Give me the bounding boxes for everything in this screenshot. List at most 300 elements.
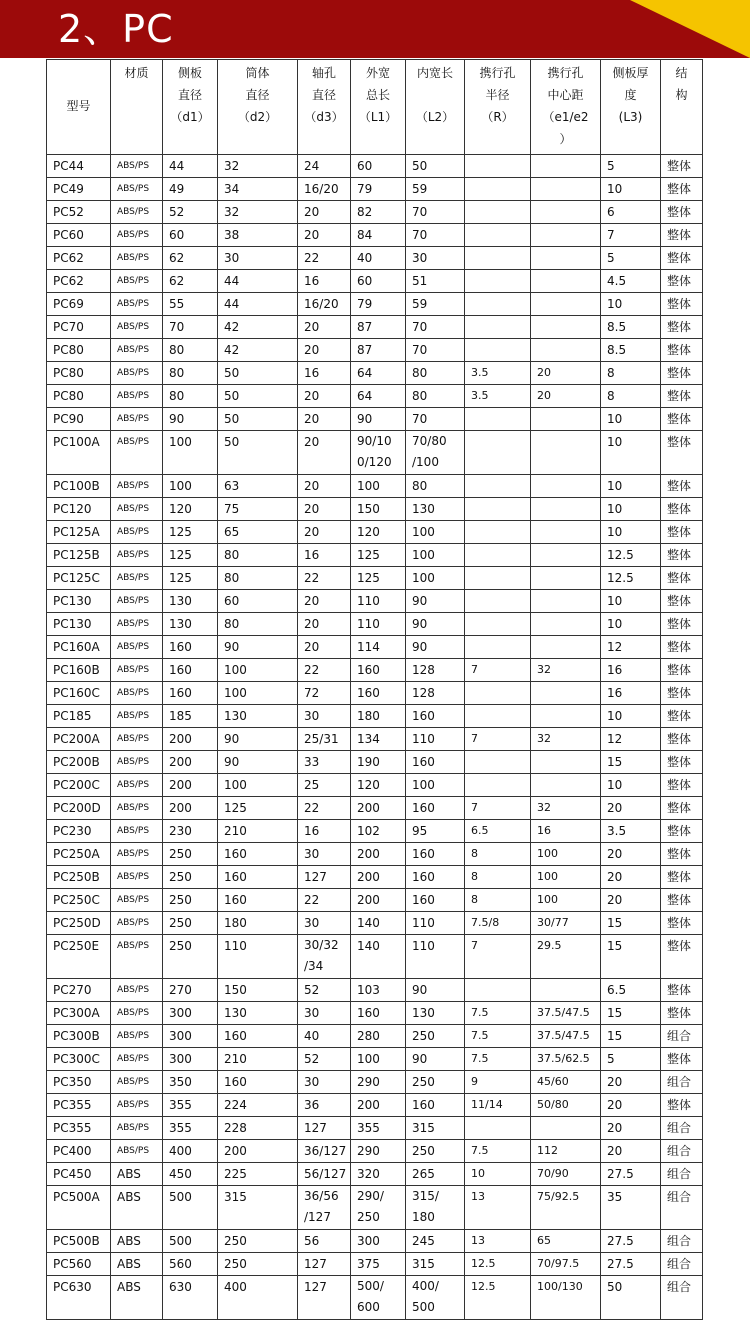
cell-inner-width-length: 80 <box>406 475 465 498</box>
cell-inner-width-length: 51 <box>406 270 465 293</box>
cell-shaft-hole-diameter: 30/32 /34 <box>298 935 351 979</box>
cell-outer-width-length: 290/ 250 <box>351 1186 406 1230</box>
cell-structure: 整体 <box>661 567 703 590</box>
cell-drum-diameter: 250 <box>218 1230 298 1253</box>
cell-side-plate-thickness: 15 <box>601 751 661 774</box>
cell-outer-width-length: 190 <box>351 751 406 774</box>
cell-drum-diameter: 32 <box>218 201 298 224</box>
cell-outer-width-length: 500/ 600 <box>351 1276 406 1320</box>
cell-carry-hole-radius <box>465 544 531 567</box>
cell-carry-hole-spacing: 32 <box>531 728 601 751</box>
cell-shaft-hole-diameter: 16/20 <box>298 293 351 316</box>
cell-drum-diameter: 130 <box>218 705 298 728</box>
cell-carry-hole-spacing <box>531 636 601 659</box>
table-row <box>47 1094 703 1117</box>
cell-side-plate-thickness: 5 <box>601 1048 661 1071</box>
cell-model: PC250B <box>47 866 111 889</box>
cell-side-plate-diameter: 630 <box>163 1276 218 1320</box>
cell-inner-width-length: 160 <box>406 1094 465 1117</box>
cell-outer-width-length: 79 <box>351 293 406 316</box>
header-line: 筒体 <box>245 66 270 80</box>
table-row <box>47 155 703 178</box>
cell-carry-hole-spacing: 100 <box>531 889 601 912</box>
table-row <box>47 613 703 636</box>
cell-side-plate-diameter: 55 <box>163 293 218 316</box>
cell-carry-hole-radius: 13 <box>465 1186 531 1230</box>
cell-carry-hole-radius <box>465 682 531 705</box>
cell-side-plate-diameter: 44 <box>163 155 218 178</box>
header-inner-width-length <box>406 60 465 155</box>
cell-inner-width-length: 100 <box>406 774 465 797</box>
cell-outer-width-length: 150 <box>351 498 406 521</box>
cell-carry-hole-spacing <box>531 247 601 270</box>
table-row <box>47 362 703 385</box>
header-line: ） <box>559 132 572 146</box>
cell-side-plate-diameter: 250 <box>163 866 218 889</box>
cell-drum-diameter: 34 <box>218 178 298 201</box>
cell-material: ABS <box>111 1186 163 1230</box>
cell-side-plate-diameter: 70 <box>163 316 218 339</box>
cell-side-plate-thickness: 5 <box>601 155 661 178</box>
cell-shaft-hole-diameter: 24 <box>298 155 351 178</box>
header-line: 直径 <box>245 88 270 102</box>
cell-structure: 整体 <box>661 820 703 843</box>
cell-side-plate-thickness: 4.5 <box>601 270 661 293</box>
cell-inner-width-length: 70 <box>406 408 465 431</box>
cell-model: PC500B <box>47 1230 111 1253</box>
cell-side-plate-thickness: 6.5 <box>601 979 661 1002</box>
table-row <box>47 201 703 224</box>
cell-structure: 整体 <box>661 682 703 705</box>
cell-inner-width-length: 59 <box>406 178 465 201</box>
cell-drum-diameter: 44 <box>218 270 298 293</box>
cell-carry-hole-spacing: 65 <box>531 1230 601 1253</box>
cell-side-plate-diameter: 200 <box>163 797 218 820</box>
cell-material: ABS/PS <box>111 544 163 567</box>
cell-material: ABS/PS <box>111 1094 163 1117</box>
cell-shaft-hole-diameter: 127 <box>298 1276 351 1320</box>
cell-structure: 组合 <box>661 1071 703 1094</box>
cell-side-plate-diameter: 200 <box>163 774 218 797</box>
cell-side-plate-diameter: 62 <box>163 247 218 270</box>
cell-outer-width-length: 160 <box>351 659 406 682</box>
cell-drum-diameter: 32 <box>218 155 298 178</box>
cell-carry-hole-radius <box>465 590 531 613</box>
cell-model: PC160B <box>47 659 111 682</box>
cell-model: PC80 <box>47 385 111 408</box>
cell-model: PC185 <box>47 705 111 728</box>
cell-structure: 整体 <box>661 362 703 385</box>
cell-carry-hole-spacing: 37.5/62.5 <box>531 1048 601 1071</box>
cell-material: ABS/PS <box>111 270 163 293</box>
cell-structure: 组合 <box>661 1230 703 1253</box>
cell-material: ABS <box>111 1230 163 1253</box>
cell-carry-hole-radius <box>465 521 531 544</box>
cell-shaft-hole-diameter: 20 <box>298 316 351 339</box>
cell-carry-hole-radius: 10 <box>465 1163 531 1186</box>
cell-side-plate-thickness: 20 <box>601 1117 661 1140</box>
cell-carry-hole-spacing: 29.5 <box>531 935 601 979</box>
cell-carry-hole-spacing <box>531 751 601 774</box>
header-structure <box>661 60 703 155</box>
cell-inner-width-length: 160 <box>406 866 465 889</box>
cell-model: PC230 <box>47 820 111 843</box>
title-banner <box>0 0 750 58</box>
cell-material: ABS/PS <box>111 408 163 431</box>
cell-carry-hole-spacing <box>531 705 601 728</box>
cell-carry-hole-spacing: 70/90 <box>531 1163 601 1186</box>
cell-carry-hole-radius: 3.5 <box>465 385 531 408</box>
cell-drum-diameter: 90 <box>218 751 298 774</box>
cell-shaft-hole-diameter: 36/127 <box>298 1140 351 1163</box>
cell-shaft-hole-diameter: 20 <box>298 431 351 475</box>
cell-material: ABS/PS <box>111 339 163 362</box>
cell-carry-hole-radius: 8 <box>465 843 531 866</box>
header-line: (L3) <box>618 110 643 124</box>
table-row <box>47 590 703 613</box>
cell-carry-hole-spacing: 16 <box>531 820 601 843</box>
cell-shaft-hole-diameter: 16 <box>298 820 351 843</box>
cell-inner-width-length: 95 <box>406 820 465 843</box>
cell-drum-diameter: 210 <box>218 820 298 843</box>
cell-inner-width-length: 315 <box>406 1253 465 1276</box>
table-row <box>47 178 703 201</box>
cell-side-plate-diameter: 270 <box>163 979 218 1002</box>
cell-structure: 整体 <box>661 636 703 659</box>
cell-outer-width-length: 60 <box>351 270 406 293</box>
cell-structure: 整体 <box>661 705 703 728</box>
cell-side-plate-thickness: 16 <box>601 659 661 682</box>
cell-model: PC350 <box>47 1071 111 1094</box>
cell-carry-hole-spacing <box>531 155 601 178</box>
banner-title: 2、PC <box>58 7 174 51</box>
table-row <box>47 247 703 270</box>
cell-inner-width-length: 128 <box>406 659 465 682</box>
cell-shaft-hole-diameter: 22 <box>298 567 351 590</box>
cell-side-plate-diameter: 185 <box>163 705 218 728</box>
cell-side-plate-thickness: 10 <box>601 590 661 613</box>
cell-material: ABS/PS <box>111 1071 163 1094</box>
cell-inner-width-length: 70 <box>406 224 465 247</box>
cell-model: PC200D <box>47 797 111 820</box>
cell-drum-diameter: 42 <box>218 316 298 339</box>
cell-carry-hole-spacing: 100 <box>531 866 601 889</box>
cell-side-plate-diameter: 160 <box>163 659 218 682</box>
cell-inner-width-length: 160 <box>406 705 465 728</box>
cell-carry-hole-spacing <box>531 339 601 362</box>
cell-side-plate-thickness: 8.5 <box>601 316 661 339</box>
cell-carry-hole-spacing: 20 <box>531 362 601 385</box>
cell-drum-diameter: 50 <box>218 408 298 431</box>
cell-drum-diameter: 210 <box>218 1048 298 1071</box>
table-row <box>47 1002 703 1025</box>
table-row <box>47 270 703 293</box>
cell-shaft-hole-diameter: 40 <box>298 1025 351 1048</box>
cell-carry-hole-spacing: 70/97.5 <box>531 1253 601 1276</box>
cell-carry-hole-spacing <box>531 178 601 201</box>
cell-inner-width-length: 59 <box>406 293 465 316</box>
cell-model: PC500A <box>47 1186 111 1230</box>
cell-structure: 整体 <box>661 270 703 293</box>
cell-side-plate-diameter: 230 <box>163 820 218 843</box>
cell-model: PC300C <box>47 1048 111 1071</box>
cell-side-plate-thickness: 10 <box>601 431 661 475</box>
cell-drum-diameter: 80 <box>218 613 298 636</box>
cell-shaft-hole-diameter: 30 <box>298 1071 351 1094</box>
cell-structure: 整体 <box>661 889 703 912</box>
cell-inner-width-length: 90 <box>406 613 465 636</box>
cell-side-plate-diameter: 400 <box>163 1140 218 1163</box>
cell-carry-hole-spacing <box>531 408 601 431</box>
header-line: （R） <box>481 110 514 124</box>
cell-side-plate-diameter: 250 <box>163 935 218 979</box>
header-line: 轴孔 <box>311 66 336 80</box>
cell-material: ABS/PS <box>111 843 163 866</box>
cell-material: ABS/PS <box>111 935 163 979</box>
header-line: （e1/e2 <box>542 110 589 124</box>
cell-carry-hole-spacing: 30/77 <box>531 912 601 935</box>
header-model <box>47 60 111 155</box>
cell-outer-width-length: 64 <box>351 385 406 408</box>
cell-side-plate-thickness: 27.5 <box>601 1253 661 1276</box>
cell-shaft-hole-diameter: 25 <box>298 774 351 797</box>
cell-carry-hole-radius <box>465 339 531 362</box>
cell-carry-hole-radius <box>465 178 531 201</box>
cell-side-plate-thickness: 10 <box>601 498 661 521</box>
cell-material: ABS/PS <box>111 293 163 316</box>
cell-shaft-hole-diameter: 30 <box>298 912 351 935</box>
header-line: 中心距 <box>547 88 584 102</box>
cell-outer-width-length: 114 <box>351 636 406 659</box>
cell-side-plate-thickness: 15 <box>601 912 661 935</box>
cell-drum-diameter: 100 <box>218 682 298 705</box>
cell-material: ABS/PS <box>111 385 163 408</box>
cell-shaft-hole-diameter: 25/31 <box>298 728 351 751</box>
cell-drum-diameter: 400 <box>218 1276 298 1320</box>
cell-outer-width-length: 110 <box>351 590 406 613</box>
cell-model: PC200A <box>47 728 111 751</box>
cell-structure: 整体 <box>661 498 703 521</box>
cell-carry-hole-spacing: 32 <box>531 659 601 682</box>
cell-shaft-hole-diameter: 20 <box>298 385 351 408</box>
cell-carry-hole-spacing <box>531 613 601 636</box>
cell-material: ABS/PS <box>111 613 163 636</box>
cell-outer-width-length: 200 <box>351 843 406 866</box>
cell-model: PC160A <box>47 636 111 659</box>
cell-structure: 整体 <box>661 659 703 682</box>
cell-inner-width-length: 250 <box>406 1140 465 1163</box>
cell-structure: 组合 <box>661 1253 703 1276</box>
cell-side-plate-thickness: 8 <box>601 385 661 408</box>
cell-material: ABS/PS <box>111 1025 163 1048</box>
cell-drum-diameter: 228 <box>218 1117 298 1140</box>
cell-material: ABS/PS <box>111 682 163 705</box>
cell-drum-diameter: 63 <box>218 475 298 498</box>
cell-side-plate-thickness: 3.5 <box>601 820 661 843</box>
cell-shaft-hole-diameter: 20 <box>298 201 351 224</box>
cell-model: PC130 <box>47 613 111 636</box>
cell-model: PC62 <box>47 247 111 270</box>
table-row <box>47 224 703 247</box>
cell-side-plate-thickness: 10 <box>601 178 661 201</box>
cell-drum-diameter: 160 <box>218 1025 298 1048</box>
cell-inner-width-length: 250 <box>406 1025 465 1048</box>
cell-drum-diameter: 30 <box>218 247 298 270</box>
cell-side-plate-diameter: 120 <box>163 498 218 521</box>
cell-carry-hole-spacing: 37.5/47.5 <box>531 1025 601 1048</box>
cell-shaft-hole-diameter: 16 <box>298 270 351 293</box>
cell-side-plate-thickness: 20 <box>601 843 661 866</box>
cell-carry-hole-spacing: 100 <box>531 843 601 866</box>
cell-model: PC355 <box>47 1094 111 1117</box>
cell-shaft-hole-diameter: 22 <box>298 247 351 270</box>
cell-side-plate-diameter: 49 <box>163 178 218 201</box>
table-row <box>47 912 703 935</box>
cell-structure: 整体 <box>661 979 703 1002</box>
cell-inner-width-length: 160 <box>406 797 465 820</box>
cell-drum-diameter: 150 <box>218 979 298 1002</box>
cell-carry-hole-spacing <box>531 316 601 339</box>
cell-material: ABS/PS <box>111 178 163 201</box>
cell-inner-width-length: 90 <box>406 1048 465 1071</box>
cell-drum-diameter: 50 <box>218 431 298 475</box>
cell-inner-width-length: 50 <box>406 155 465 178</box>
table-row <box>47 1163 703 1186</box>
header-carry-hole-radius <box>465 60 531 155</box>
cell-structure: 整体 <box>661 385 703 408</box>
cell-model: PC300A <box>47 1002 111 1025</box>
cell-material: ABS/PS <box>111 705 163 728</box>
cell-shaft-hole-diameter: 20 <box>298 339 351 362</box>
table-row <box>47 1276 703 1320</box>
cell-side-plate-thickness: 8.5 <box>601 339 661 362</box>
header-line: 材质 <box>124 66 149 80</box>
cell-shaft-hole-diameter: 20 <box>298 613 351 636</box>
cell-shaft-hole-diameter: 16/20 <box>298 178 351 201</box>
cell-shaft-hole-diameter: 22 <box>298 659 351 682</box>
header-line: 侧板厚 <box>612 66 649 80</box>
cell-inner-width-length: 130 <box>406 498 465 521</box>
cell-model: PC80 <box>47 362 111 385</box>
cell-outer-width-length: 64 <box>351 362 406 385</box>
cell-structure: 整体 <box>661 544 703 567</box>
cell-model: PC125C <box>47 567 111 590</box>
cell-material: ABS/PS <box>111 1048 163 1071</box>
cell-material: ABS/PS <box>111 316 163 339</box>
cell-carry-hole-radius <box>465 751 531 774</box>
cell-carry-hole-radius <box>465 155 531 178</box>
header-line: 携行孔 <box>479 66 516 80</box>
cell-carry-hole-radius <box>465 293 531 316</box>
cell-model: PC250A <box>47 843 111 866</box>
cell-material: ABS/PS <box>111 866 163 889</box>
cell-inner-width-length: 245 <box>406 1230 465 1253</box>
cell-drum-diameter: 224 <box>218 1094 298 1117</box>
cell-drum-diameter: 90 <box>218 636 298 659</box>
table-row <box>47 866 703 889</box>
cell-drum-diameter: 100 <box>218 659 298 682</box>
cell-shaft-hole-diameter: 20 <box>298 475 351 498</box>
cell-material: ABS/PS <box>111 659 163 682</box>
cell-structure: 整体 <box>661 1094 703 1117</box>
cell-shaft-hole-diameter: 127 <box>298 1117 351 1140</box>
cell-structure: 整体 <box>661 866 703 889</box>
table-row <box>47 1025 703 1048</box>
cell-structure: 整体 <box>661 1002 703 1025</box>
cell-outer-width-length: 280 <box>351 1025 406 1048</box>
cell-structure: 整体 <box>661 316 703 339</box>
cell-model: PC355 <box>47 1117 111 1140</box>
cell-structure: 整体 <box>661 590 703 613</box>
cell-carry-hole-spacing <box>531 590 601 613</box>
cell-outer-width-length: 160 <box>351 682 406 705</box>
cell-carry-hole-spacing: 75/92.5 <box>531 1186 601 1230</box>
table-header-row <box>47 60 703 155</box>
cell-model: PC44 <box>47 155 111 178</box>
table-body <box>47 155 703 1320</box>
cell-model: PC200C <box>47 774 111 797</box>
cell-shaft-hole-diameter: 52 <box>298 1048 351 1071</box>
cell-side-plate-diameter: 250 <box>163 889 218 912</box>
header-line: 型号 <box>66 99 91 113</box>
header-line: 构 <box>675 88 688 102</box>
cell-structure: 整体 <box>661 247 703 270</box>
cell-carry-hole-radius: 7 <box>465 659 531 682</box>
cell-side-plate-thickness: 10 <box>601 705 661 728</box>
spec-table-container <box>46 59 702 1320</box>
cell-drum-diameter: 80 <box>218 544 298 567</box>
cell-outer-width-length: 134 <box>351 728 406 751</box>
cell-shaft-hole-diameter: 20 <box>298 498 351 521</box>
cell-outer-width-length: 140 <box>351 912 406 935</box>
cell-carry-hole-radius <box>465 1117 531 1140</box>
header-line: 外宽 <box>365 66 390 80</box>
cell-structure: 整体 <box>661 774 703 797</box>
cell-carry-hole-radius: 9 <box>465 1071 531 1094</box>
cell-side-plate-thickness: 35 <box>601 1186 661 1230</box>
cell-carry-hole-radius: 7.5 <box>465 1002 531 1025</box>
cell-side-plate-thickness: 10 <box>601 613 661 636</box>
cell-drum-diameter: 42 <box>218 339 298 362</box>
cell-inner-width-length: 70 <box>406 201 465 224</box>
cell-inner-width-length: 128 <box>406 682 465 705</box>
cell-structure: 整体 <box>661 408 703 431</box>
cell-drum-diameter: 160 <box>218 1071 298 1094</box>
cell-inner-width-length: 130 <box>406 1002 465 1025</box>
header-line: （d1） <box>170 110 210 124</box>
cell-side-plate-diameter: 500 <box>163 1230 218 1253</box>
table-row <box>47 1253 703 1276</box>
cell-shaft-hole-diameter: 16 <box>298 362 351 385</box>
header-side-plate-thickness <box>601 60 661 155</box>
cell-material: ABS/PS <box>111 521 163 544</box>
cell-shaft-hole-diameter: 127 <box>298 1253 351 1276</box>
cell-carry-hole-spacing <box>531 431 601 475</box>
table-row <box>47 889 703 912</box>
cell-material: ABS/PS <box>111 475 163 498</box>
cell-side-plate-thickness: 12 <box>601 728 661 751</box>
cell-model: PC120 <box>47 498 111 521</box>
cell-shaft-hole-diameter: 33 <box>298 751 351 774</box>
cell-outer-width-length: 87 <box>351 339 406 362</box>
cell-shaft-hole-diameter: 56 <box>298 1230 351 1253</box>
cell-drum-diameter: 180 <box>218 912 298 935</box>
cell-model: PC160C <box>47 682 111 705</box>
cell-model: PC250D <box>47 912 111 935</box>
cell-material: ABS <box>111 1276 163 1320</box>
cell-inner-width-length: 90 <box>406 979 465 1002</box>
cell-carry-hole-spacing: 45/60 <box>531 1071 601 1094</box>
